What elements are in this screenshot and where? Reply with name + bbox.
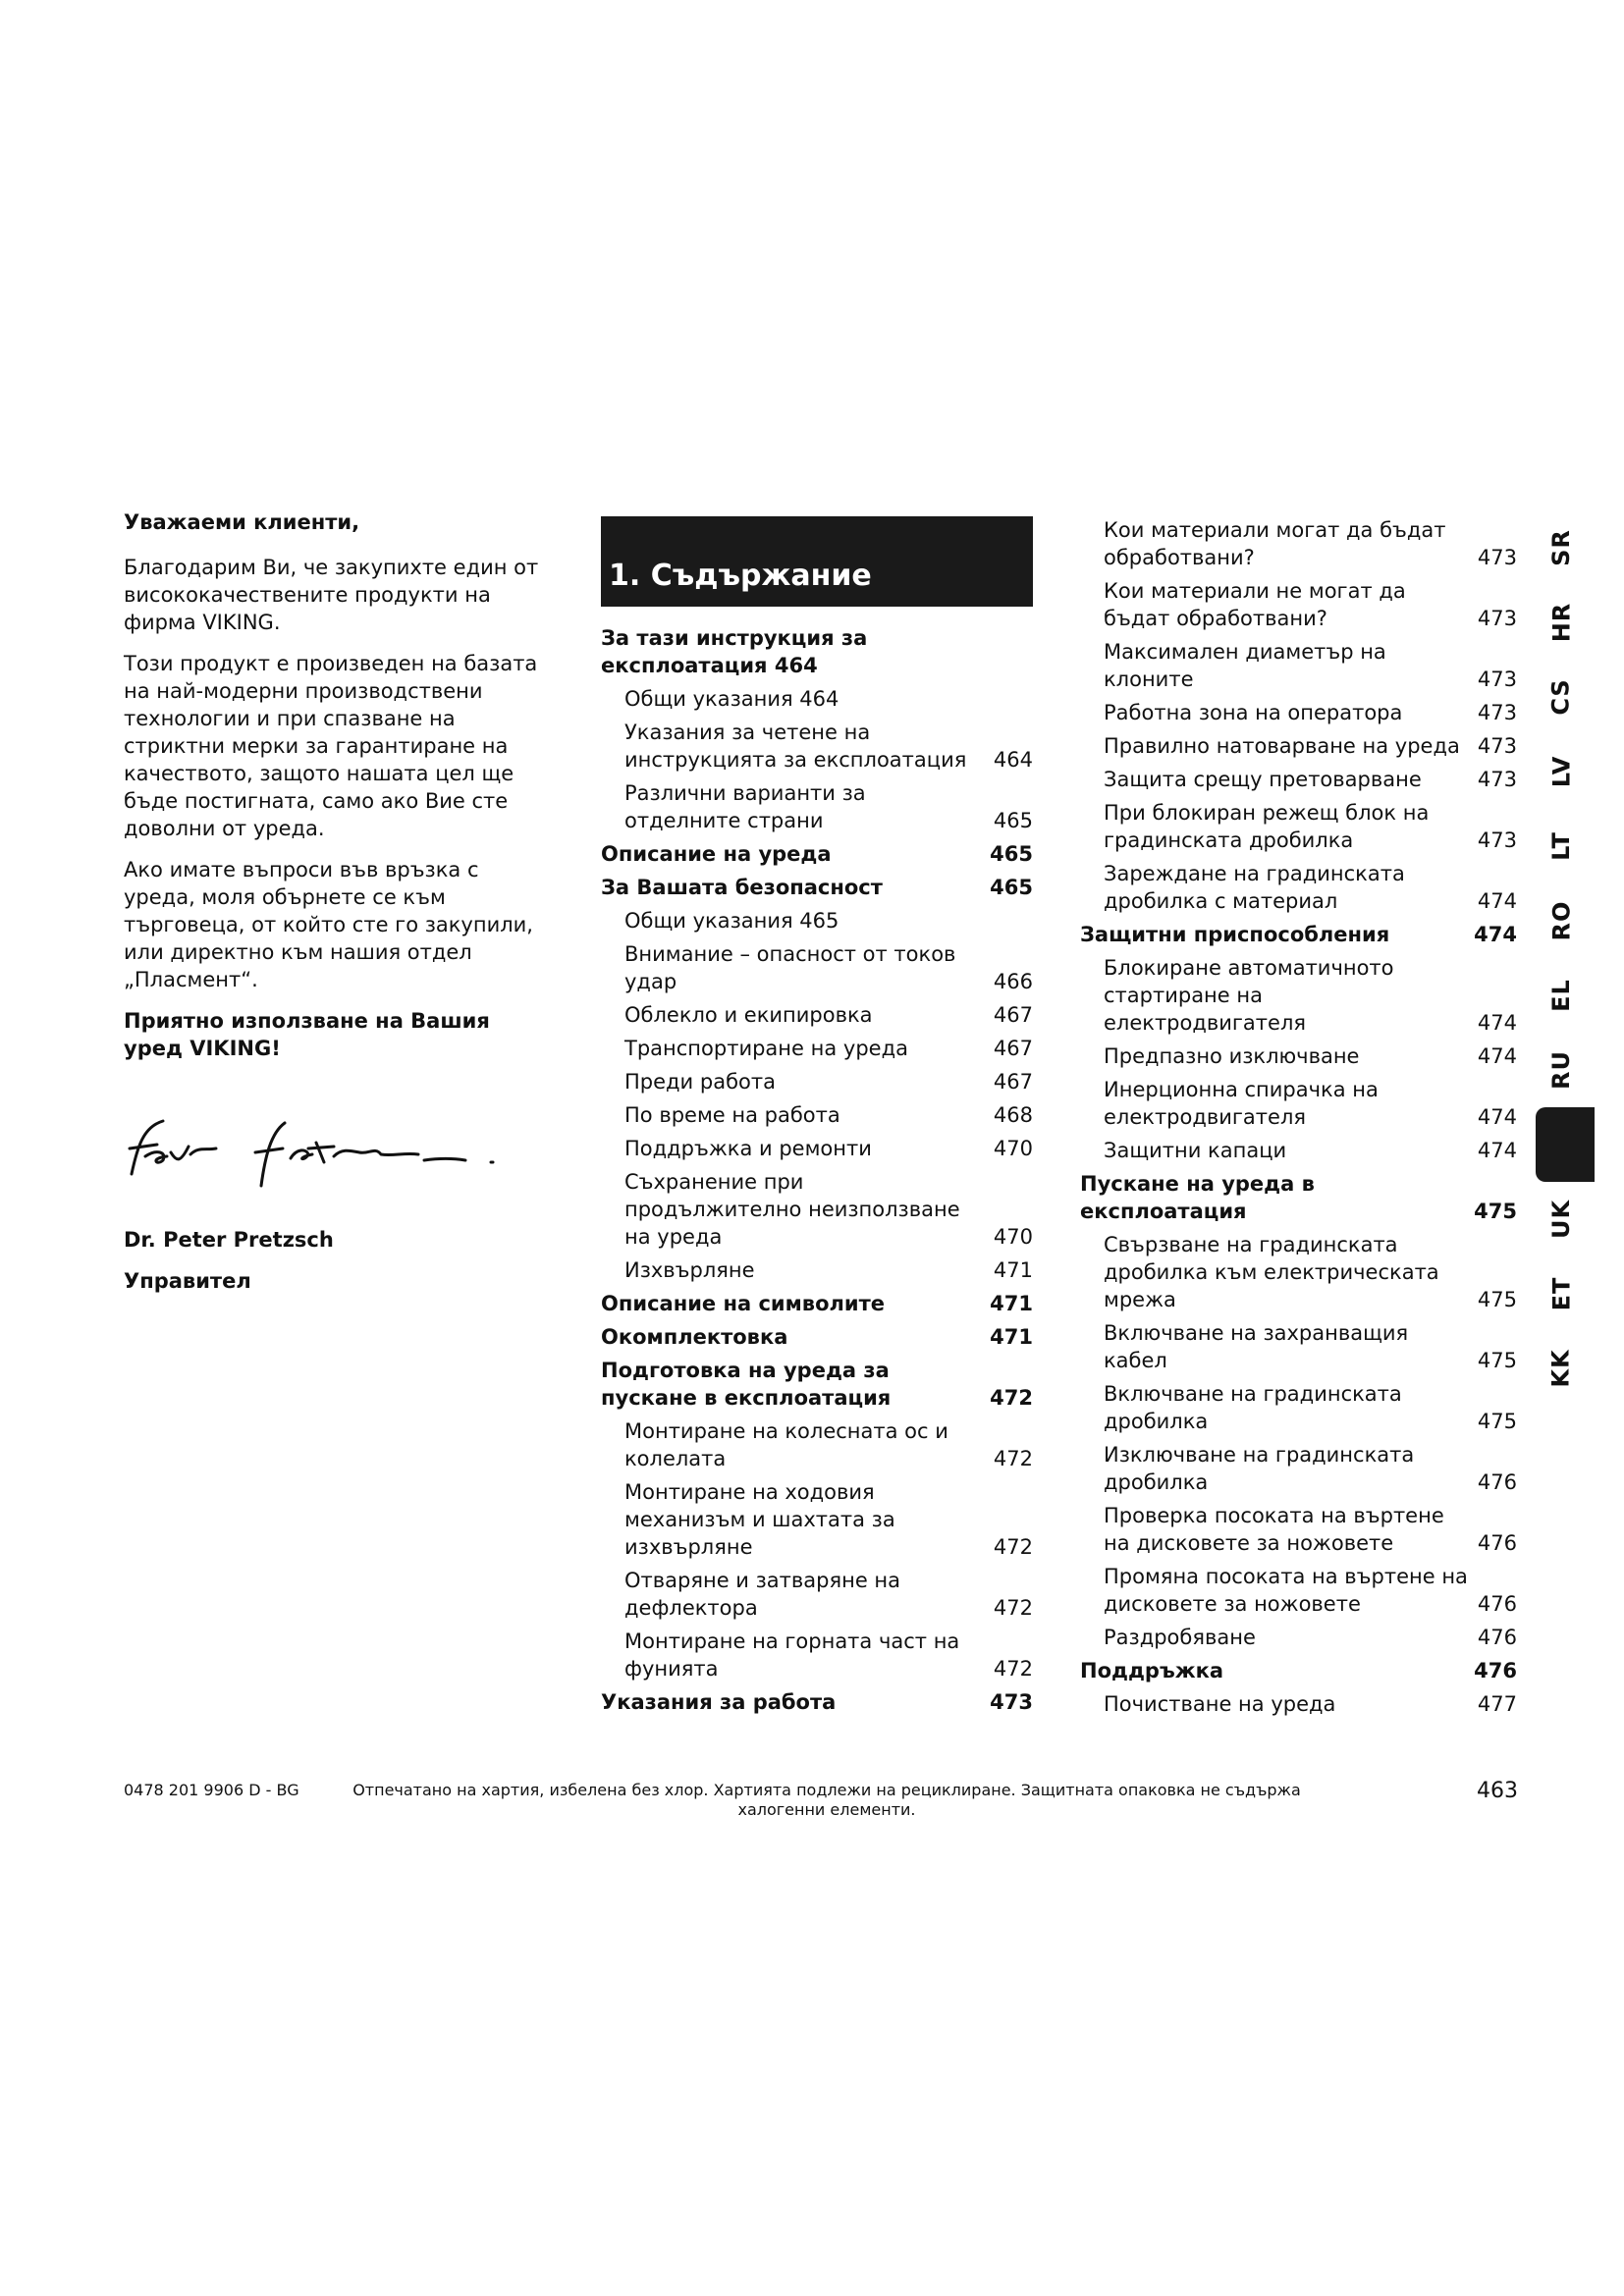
paper-note: Отпечатано на хартия, избелена без хлор. Хартията подлежи на рециклиране. Защитната опаковка не съдържа халогенни елементи. <box>352 1781 1301 1819</box>
toc-entry-title: Окомплектовка <box>601 1325 788 1349</box>
toc-entry <box>1080 1380 1517 1435</box>
toc-entry <box>1080 1657 1517 1684</box>
letter <box>124 508 556 1308</box>
toc-entry-title: Промяна посоката на въртене на дисковете за ножовете <box>1104 1565 1468 1616</box>
toc-entry-title: Правилно натоварване на уреда <box>1104 734 1460 758</box>
toc-entry-title: Общи указания 464 <box>624 687 839 711</box>
toc-entry-page: 473 <box>1477 546 1517 569</box>
document-code: 0478 201 9906 D - BG <box>124 1781 299 1799</box>
toc-entry-title: Различни варианти за отделните страни <box>624 781 866 832</box>
language-tab-uk[interactable] <box>1532 1182 1591 1256</box>
toc-entry-page: 471 <box>990 1292 1033 1315</box>
toc-entry-title: Защитни приспособления <box>1080 923 1390 946</box>
toc-entry-title: При блокиран режещ блок на градинската дробилка <box>1104 801 1430 852</box>
toc-entry-page: 475 <box>1474 1200 1517 1223</box>
toc-entry-title: Включване на градинската дробилка <box>1104 1382 1402 1433</box>
toc-entry-page: 464 <box>993 748 1033 772</box>
toc-entry-page: 474 <box>1477 1139 1517 1162</box>
toc-entry <box>1080 699 1517 726</box>
toc-entry-page: 475 <box>1477 1410 1517 1433</box>
toc-entry <box>1080 1690 1517 1718</box>
paragraph-1: Благодарим Ви, че закупихте един от висококачествените продукти на фирма VIKING. <box>124 556 539 634</box>
toc-entry-title: Отваряне и затваряне на дефлектора <box>624 1569 901 1620</box>
toc-entry-title: Указания за четене на инструкцията за експлоатация <box>624 721 967 772</box>
toc-entry-page: 470 <box>993 1225 1033 1249</box>
toc-entry <box>601 1068 1033 1095</box>
page-number: 463 <box>1477 1779 1518 1803</box>
paragraph-3: Ако имате въпроси във връзка с уреда, моля обърнете се към търговеца, от който сте го закупили, или директно към нашия отдел „Пласмент“. <box>124 858 533 991</box>
toc-entry <box>601 779 1033 834</box>
toc-entry-page: 477 <box>1477 1692 1517 1716</box>
toc-entry <box>1080 1502 1517 1557</box>
toc-entry-title: Максимален диаметър на клоните <box>1104 640 1386 691</box>
language-tabs <box>1532 510 1591 1406</box>
toc-entry-page: 472 <box>993 1447 1033 1470</box>
toc-entry-title: Изключване на градинската дробилка <box>1104 1443 1415 1494</box>
toc-entry <box>1080 860 1517 915</box>
toc-entry <box>601 874 1033 901</box>
toc-entry-title: Свързване на градинската дробилка към електрическата мрежа <box>1104 1233 1439 1311</box>
language-tab-label: UK <box>1547 1199 1575 1240</box>
toc-entry <box>601 1628 1033 1682</box>
language-tab-ro[interactable] <box>1532 883 1591 958</box>
toc-entry-title: Описание на символите <box>601 1292 886 1315</box>
toc-entry-page: 474 <box>1477 1105 1517 1129</box>
toc-entry-title: Общи указания 465 <box>624 909 839 933</box>
toc-entry <box>601 1688 1033 1716</box>
toc-entry-page: 473 <box>1477 607 1517 630</box>
language-tab-kk[interactable] <box>1532 1331 1591 1406</box>
toc-entry-page: 473 <box>1477 701 1517 724</box>
toc-entry <box>601 907 1033 934</box>
language-tab-ru[interactable] <box>1532 1033 1591 1107</box>
toc-entry-page: 471 <box>990 1325 1033 1349</box>
toc-entry-page: 475 <box>1477 1288 1517 1311</box>
toc-entry-title: Поддръжка <box>1080 1659 1224 1682</box>
toc-entry-page: 476 <box>1474 1659 1517 1682</box>
language-tab-label: SR <box>1546 529 1575 566</box>
toc-entry-title: Преди работа <box>624 1070 776 1094</box>
toc-entry-title: Кои материали могат да бъдат обработвани? <box>1104 518 1446 569</box>
toc-entry <box>1080 638 1517 693</box>
language-tab-hr[interactable] <box>1532 585 1591 660</box>
toc-entry <box>1080 1076 1517 1131</box>
language-tab-label: CS <box>1547 678 1575 716</box>
toc-entry <box>1080 1137 1517 1164</box>
language-tab-label: LV <box>1547 755 1575 788</box>
toc-entry <box>601 1290 1033 1317</box>
toc-entry <box>1080 1624 1517 1651</box>
toc-entry <box>601 1001 1033 1029</box>
language-tab-label: KK <box>1546 1349 1575 1388</box>
toc-entry <box>601 1357 1033 1412</box>
toc-entry <box>601 1417 1033 1472</box>
toc-entry-page: 465 <box>990 876 1033 899</box>
toc-entry-page: 475 <box>1477 1349 1517 1372</box>
toc-entry-title: Транспортиране на уреда <box>624 1037 908 1060</box>
toc-entry-title: За Вашата безопасност <box>601 876 883 899</box>
toc-entry-page: 467 <box>993 1003 1033 1027</box>
toc-entry-page: 472 <box>990 1386 1033 1410</box>
toc-entry-title: Проверка посоката на въртене на дисковете за ножовете <box>1104 1504 1444 1555</box>
toc-entry-title: Включване на захранващия кабел <box>1104 1321 1409 1372</box>
toc-heading: 1. Съдържание <box>601 516 1033 607</box>
signature-image <box>124 1097 556 1196</box>
toc-entry <box>1080 954 1517 1037</box>
toc-entry-page: 473 <box>990 1690 1033 1714</box>
toc-entry-page: 465 <box>993 809 1033 832</box>
language-tab-lt[interactable] <box>1532 809 1591 883</box>
toc-entry <box>1080 766 1517 793</box>
toc-entry-page: 466 <box>993 970 1033 993</box>
toc-entry-title: Пускане на уреда в експлоатация <box>1080 1172 1315 1223</box>
toc-entry <box>1080 1231 1517 1313</box>
toc-entry-title: Кои материали не могат да бъдат обработвани? <box>1104 579 1406 630</box>
toc-entry <box>601 719 1033 774</box>
toc-entry-title: Съхранение при продължително неизползване на уреда <box>624 1170 960 1249</box>
toc-entry-page: 472 <box>993 1596 1033 1620</box>
toc-entry-title: Описание на уреда <box>601 842 832 866</box>
language-tab-label: ET <box>1546 1276 1575 1311</box>
signature <box>124 1097 556 1202</box>
toc-entry-title: Защитни капаци <box>1104 1139 1287 1162</box>
toc-entry-page: 465 <box>990 842 1033 866</box>
toc-entry <box>601 685 1033 713</box>
toc-entry <box>601 1101 1033 1129</box>
toc-entry <box>601 1168 1033 1251</box>
language-tab-lv[interactable] <box>1532 734 1591 809</box>
toc-entry <box>1080 799 1517 854</box>
language-tab-label: LT <box>1546 831 1575 861</box>
toc-entry <box>601 1567 1033 1622</box>
toc-entry-page: 476 <box>1477 1531 1517 1555</box>
toc-entry-title: Монтиране на горната част на фунията <box>624 1629 960 1681</box>
toc-entry <box>601 1478 1033 1561</box>
toc-entry-title: Инерционна спирачка на електродвигателя <box>1104 1078 1379 1129</box>
toc-entry <box>601 840 1033 868</box>
toc-entry-page: 467 <box>993 1070 1033 1094</box>
toc-entry-title: Монтиране на ходовия механизъм и шахтата за изхвърляне <box>624 1480 895 1559</box>
language-tab-label: RO <box>1546 900 1575 941</box>
toc-entry-page: 473 <box>1477 828 1517 852</box>
toc-entry <box>1080 921 1517 948</box>
language-tab-et[interactable] <box>1532 1256 1591 1331</box>
language-tab-label: HR <box>1546 602 1575 643</box>
toc-entry-title: Почистване на уреда <box>1104 1692 1336 1716</box>
toc-entry-title: Зареждане на градинската дробилка с материал <box>1104 862 1405 913</box>
paragraph-2: Този продукт е произведен на базата на най-модерни производствени технологии и при спазване на стриктни мерки за гарантиране на качеството, защото нашата цел ще бъде постигната, само ако Вие сте доволни от уреда. <box>124 652 538 840</box>
greeting: Уважаеми клиенти, <box>124 510 360 534</box>
language-tab-bg[interactable] <box>1536 1107 1595 1182</box>
toc-entry-page: 472 <box>993 1657 1033 1681</box>
toc-entry-page: 474 <box>1474 923 1517 946</box>
toc-entry-title: Поддръжка и ремонти <box>624 1137 872 1160</box>
toc-entry <box>601 1256 1033 1284</box>
language-tab-label: EL <box>1547 979 1575 1012</box>
toc-entry-page: 473 <box>1477 768 1517 791</box>
toc-entry-title: За тази инструкция за експлоатация 464 <box>601 626 868 677</box>
toc-entry-title: Указания за работа <box>601 1690 837 1714</box>
toc-entry-title: Защита срещу претоварване <box>1104 768 1422 791</box>
closing: Приятно използване на Вашия уред VIKING! <box>124 1009 490 1060</box>
toc-entry-page: 476 <box>1477 1592 1517 1616</box>
toc-entry-page: 470 <box>993 1137 1033 1160</box>
toc-entry <box>601 940 1033 995</box>
toc-entry <box>601 624 1033 679</box>
toc-entry-title: Внимание – опасност от токов удар <box>624 942 956 993</box>
toc-entry <box>1080 1170 1517 1225</box>
toc-entry-page: 474 <box>1477 1011 1517 1035</box>
toc-entry-page: 468 <box>993 1103 1033 1127</box>
language-tab-label: RU <box>1547 1050 1575 1090</box>
toc-entry-title: Подготовка на уреда за пускане в експлоатация <box>601 1359 892 1410</box>
toc-entry-title: Работна зона на оператора <box>1104 701 1403 724</box>
language-tab-cs[interactable] <box>1532 660 1591 734</box>
toc-entry-page: 474 <box>1477 889 1517 913</box>
toc-entry-title: Изхвърляне <box>624 1258 755 1282</box>
toc-entry-page: 476 <box>1477 1626 1517 1649</box>
toc-entry-title: Монтиране на колесната ос и колелата <box>624 1419 948 1470</box>
toc-entry-page: 473 <box>1477 667 1517 691</box>
toc-entry-page: 471 <box>993 1258 1033 1282</box>
toc-column-1 <box>601 516 1033 1722</box>
toc-entry-page: 476 <box>1477 1470 1517 1494</box>
toc-entry-title: По време на работа <box>624 1103 840 1127</box>
toc-entry-page: 472 <box>993 1535 1033 1559</box>
language-tab-sr[interactable] <box>1532 510 1591 585</box>
toc-entry <box>1080 1563 1517 1618</box>
toc-entry <box>601 1035 1033 1062</box>
toc-entry-title: Предпазно изключване <box>1104 1044 1360 1068</box>
toc-entry <box>1080 732 1517 760</box>
toc-entry-title: Облекло и екипировка <box>624 1003 873 1027</box>
toc-entry-page: 474 <box>1477 1044 1517 1068</box>
toc-entry-title: Блокиране автоматичното стартиране на електродвигателя <box>1104 956 1394 1035</box>
language-tab-el[interactable] <box>1532 958 1591 1033</box>
toc-column-2 <box>1080 516 1517 1724</box>
toc-entry <box>601 1135 1033 1162</box>
signatory-role: Управител <box>124 1269 251 1293</box>
toc-entry <box>1080 516 1517 571</box>
toc-entry-title: Раздробяване <box>1104 1626 1256 1649</box>
toc-entry <box>1080 577 1517 632</box>
signatory-name: Dr. Peter Pretzsch <box>124 1228 334 1252</box>
toc-entry <box>1080 1319 1517 1374</box>
toc-entry <box>1080 1441 1517 1496</box>
toc-entry-page: 467 <box>993 1037 1033 1060</box>
toc-entry <box>1080 1042 1517 1070</box>
toc-entry <box>601 1323 1033 1351</box>
toc-entry-page: 473 <box>1477 734 1517 758</box>
